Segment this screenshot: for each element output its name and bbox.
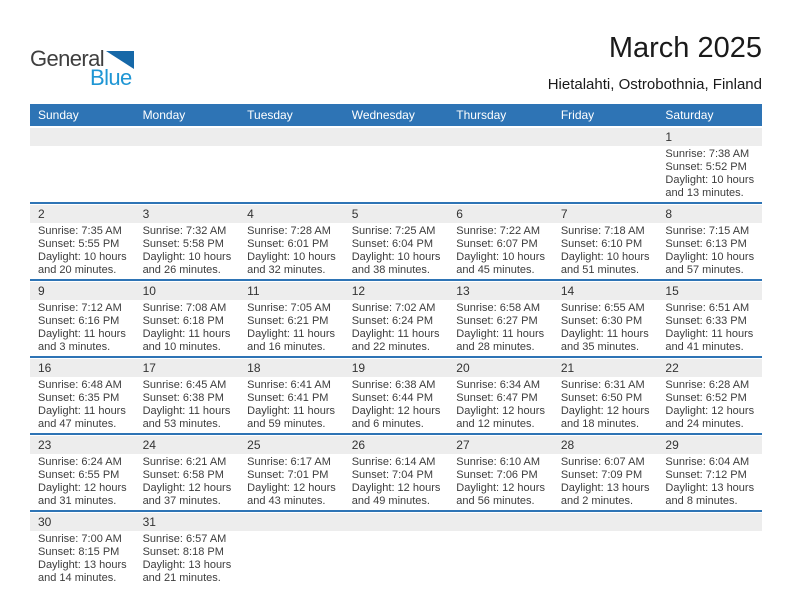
week-row [30, 282, 762, 358]
day-detail-line: Sunset: 6:38 PM [142, 392, 224, 404]
day-detail-line: Sunset: 6:21 PM [247, 315, 329, 327]
calendar-day-cell [448, 205, 553, 279]
day-detail-line: Sunset: 6:58 PM [142, 469, 224, 481]
page-subtitle: Hietalahti, Ostrobothnia, Finland [547, 76, 762, 93]
day-detail-line: and 26 minutes. [142, 264, 221, 276]
day-details [657, 146, 762, 202]
calendar-empty-cell [553, 513, 658, 587]
day-detail-line: Sunset: 6:33 PM [665, 315, 747, 327]
calendar-day-cell [448, 282, 553, 356]
calendar-day-cell [135, 205, 240, 279]
day-number: 20 [448, 359, 553, 377]
calendar-day-cell [344, 359, 449, 433]
day-detail-line: Sunset: 5:52 PM [665, 161, 747, 173]
day-number [239, 128, 344, 146]
month-calendar [30, 104, 762, 588]
day-detail-line: Sunrise: 6:57 AM [142, 533, 227, 545]
day-number: 28 [553, 436, 658, 454]
day-number [344, 128, 449, 146]
day-detail-line: and 49 minutes. [351, 495, 430, 507]
day-header-tuesday: Tuesday [247, 108, 293, 122]
day-details [30, 454, 135, 510]
day-detail-line: Sunset: 6:18 PM [142, 315, 224, 327]
day-detail-line: Sunset: 6:10 PM [560, 238, 643, 250]
day-detail-line: Daylight: 11 hours [38, 405, 126, 417]
calendar-day-cell [344, 205, 449, 279]
day-number: 10 [135, 282, 240, 300]
day-detail-line: Sunset: 7:04 PM [351, 469, 434, 481]
day-details [30, 146, 135, 201]
day-number: 6 [448, 205, 553, 223]
day-details [344, 300, 449, 356]
day-detail-line: and 43 minutes. [247, 495, 326, 507]
calendar-empty-cell [344, 128, 449, 202]
day-detail-line: Sunset: 6:24 PM [351, 315, 434, 327]
logo-text-general: General [30, 46, 105, 71]
day-detail-line: and 2 minutes. [560, 495, 633, 507]
week-row [30, 436, 762, 512]
day-detail-line: Sunset: 6:50 PM [560, 392, 643, 404]
day-number [344, 513, 449, 531]
day-number: 3 [135, 205, 240, 223]
day-details [553, 300, 658, 356]
day-number: 17 [135, 359, 240, 377]
day-detail-line: Sunset: 6:13 PM [665, 238, 747, 250]
day-detail-line: Sunrise: 6:04 AM [665, 456, 750, 468]
day-detail-line: Sunrise: 6:28 AM [665, 379, 750, 391]
day-number [239, 513, 344, 531]
day-detail-line: Daylight: 12 hours [351, 405, 441, 417]
calendar-day-cell [135, 513, 240, 587]
day-header-friday: Friday [560, 108, 595, 122]
week-row [30, 513, 762, 587]
calendar-day-cell [135, 282, 240, 356]
day-details [30, 223, 135, 279]
day-number: 7 [553, 205, 658, 223]
day-number [30, 128, 135, 146]
day-detail-line: Sunrise: 6:14 AM [351, 456, 436, 468]
day-details [657, 531, 762, 586]
calendar-day-cell [30, 513, 135, 587]
calendar-empty-cell [239, 128, 344, 202]
day-detail-line: Daylight: 12 hours [142, 482, 232, 494]
calendar-empty-cell [135, 128, 240, 202]
day-detail-line: Sunrise: 7:22 AM [456, 225, 541, 237]
day-details [239, 454, 344, 510]
day-detail-line: Daylight: 11 hours [38, 328, 126, 340]
day-details [344, 146, 449, 201]
day-detail-line: Sunrise: 7:25 AM [351, 225, 436, 237]
day-detail-line: Daylight: 11 hours [456, 328, 545, 340]
calendar-day-cell [553, 436, 658, 510]
calendar-day-cell [448, 359, 553, 433]
title-block [548, 32, 762, 93]
day-detail-line: Sunrise: 7:05 AM [247, 302, 331, 314]
day-number [135, 128, 240, 146]
day-detail-line: Sunrise: 6:17 AM [247, 456, 331, 468]
calendar-day-cell [657, 436, 762, 510]
day-number: 21 [553, 359, 658, 377]
calendar-day-cell [344, 282, 449, 356]
calendar-empty-cell [448, 128, 553, 202]
day-detail-line: and 41 minutes. [665, 341, 744, 353]
calendar-day-cell [657, 128, 762, 202]
calendar-day-cell [239, 359, 344, 433]
day-detail-line: Sunset: 5:58 PM [142, 238, 224, 250]
day-detail-line: Sunrise: 7:18 AM [560, 225, 645, 237]
day-detail-line: and 22 minutes. [351, 341, 430, 353]
weeks-container [30, 128, 762, 587]
day-number: 26 [344, 436, 449, 454]
day-detail-line: and 31 minutes. [38, 495, 117, 507]
calendar-day-cell [135, 436, 240, 510]
day-detail-line: Sunrise: 6:38 AM [351, 379, 436, 391]
day-detail-line: Sunset: 8:18 PM [142, 546, 224, 558]
week-row [30, 359, 762, 435]
calendar-empty-cell [553, 128, 658, 202]
day-details [135, 223, 240, 279]
day-header-row [30, 104, 762, 126]
day-number: 1 [657, 128, 762, 146]
day-details [239, 223, 344, 279]
day-detail-line: Sunrise: 7:38 AM [665, 148, 750, 160]
day-detail-line: and 20 minutes. [38, 264, 117, 276]
day-detail-line: Sunrise: 6:31 AM [560, 379, 645, 391]
day-number: 2 [30, 205, 135, 223]
day-detail-line: Sunset: 6:35 PM [38, 392, 120, 404]
day-detail-line: Sunrise: 7:08 AM [142, 302, 227, 314]
day-detail-line: and 24 minutes. [665, 418, 744, 430]
day-details [239, 531, 344, 586]
day-number: 13 [448, 282, 553, 300]
calendar-day-cell [30, 359, 135, 433]
day-detail-line: Daylight: 13 hours [560, 482, 650, 494]
day-detail-line: and 47 minutes. [38, 418, 117, 430]
day-detail-line: and 6 minutes. [351, 418, 424, 430]
day-detail-line: Sunrise: 6:10 AM [456, 456, 541, 468]
day-detail-line: Sunset: 7:01 PM [247, 469, 329, 481]
day-detail-line: Sunrise: 7:32 AM [142, 225, 227, 237]
day-detail-line: and 35 minutes. [560, 341, 640, 353]
day-detail-line: Daylight: 10 hours [665, 174, 755, 186]
day-detail-line: Daylight: 11 hours [247, 405, 335, 417]
day-detail-line: Daylight: 12 hours [456, 482, 545, 494]
day-header-sunday: Sunday [38, 108, 79, 122]
day-detail-line: Daylight: 12 hours [665, 405, 755, 417]
calendar-day-cell [239, 436, 344, 510]
day-detail-line: and 56 minutes. [456, 495, 535, 507]
day-detail-line: and 16 minutes. [247, 341, 326, 353]
calendar-day-cell [448, 436, 553, 510]
day-details [553, 223, 658, 279]
day-detail-line: and 32 minutes. [247, 264, 326, 276]
day-detail-line: and 13 minutes. [665, 187, 744, 199]
day-detail-line: and 12 minutes. [456, 418, 535, 430]
day-detail-line: Sunset: 7:06 PM [456, 469, 538, 481]
calendar-day-cell [553, 282, 658, 356]
day-number: 18 [239, 359, 344, 377]
day-details [239, 146, 344, 201]
day-detail-line: and 18 minutes. [560, 418, 640, 430]
day-number: 12 [344, 282, 449, 300]
day-detail-line: Sunset: 6:30 PM [560, 315, 643, 327]
day-number: 25 [239, 436, 344, 454]
day-number: 8 [657, 205, 762, 223]
day-detail-line: Daylight: 11 hours [665, 328, 754, 340]
day-detail-line: Daylight: 12 hours [38, 482, 127, 494]
day-detail-line: Sunset: 6:04 PM [351, 238, 434, 250]
day-detail-line: Daylight: 10 hours [38, 251, 127, 263]
calendar-day-cell [135, 359, 240, 433]
day-header-wednesday: Wednesday [351, 108, 415, 122]
day-details [553, 531, 658, 586]
day-detail-line: Sunrise: 6:41 AM [247, 379, 331, 391]
day-detail-line: Daylight: 12 hours [560, 405, 650, 417]
day-details [239, 300, 344, 356]
day-details [448, 377, 553, 433]
calendar-empty-cell [448, 513, 553, 587]
calendar-empty-cell [657, 513, 762, 587]
day-detail-line: and 8 minutes. [665, 495, 738, 507]
day-number: 22 [657, 359, 762, 377]
day-detail-line: Sunrise: 6:58 AM [456, 302, 541, 314]
day-detail-line: Daylight: 11 hours [142, 328, 231, 340]
day-details [135, 146, 240, 201]
day-header-saturday: Saturday [665, 108, 714, 122]
day-details [135, 454, 240, 510]
day-detail-line: Sunset: 6:55 PM [38, 469, 120, 481]
day-detail-line: Sunset: 6:27 PM [456, 315, 538, 327]
day-details [30, 377, 135, 433]
day-detail-line: Sunrise: 7:35 AM [38, 225, 122, 237]
day-details [657, 300, 762, 356]
calendar-day-cell [30, 205, 135, 279]
day-detail-line: Daylight: 10 hours [560, 251, 650, 263]
day-number: 27 [448, 436, 553, 454]
day-detail-line: and 38 minutes. [351, 264, 430, 276]
day-detail-line: and 21 minutes. [142, 572, 221, 584]
day-detail-line: Sunrise: 6:07 AM [560, 456, 645, 468]
day-detail-line: and 45 minutes. [456, 264, 535, 276]
day-details [239, 377, 344, 433]
day-detail-line: Sunrise: 7:02 AM [351, 302, 436, 314]
day-details [135, 531, 240, 587]
day-detail-line: and 57 minutes. [665, 264, 744, 276]
day-details [448, 300, 553, 356]
day-details [657, 454, 762, 510]
day-detail-line: Daylight: 12 hours [351, 482, 441, 494]
day-number: 14 [553, 282, 658, 300]
day-detail-line: Daylight: 12 hours [247, 482, 336, 494]
day-detail-line: Daylight: 10 hours [247, 251, 336, 263]
day-detail-line: Sunrise: 6:21 AM [142, 456, 227, 468]
calendar-empty-cell [239, 513, 344, 587]
day-details [553, 146, 658, 201]
day-detail-line: Sunset: 6:07 PM [456, 238, 538, 250]
day-detail-line: Daylight: 13 hours [38, 559, 127, 571]
day-detail-line: Sunset: 6:44 PM [351, 392, 434, 404]
day-detail-line: Sunrise: 7:00 AM [38, 533, 122, 545]
day-detail-line: Sunset: 7:12 PM [665, 469, 747, 481]
day-detail-line: and 53 minutes. [142, 418, 221, 430]
calendar-day-cell [30, 436, 135, 510]
day-details [344, 531, 449, 586]
day-number [448, 513, 553, 531]
calendar-day-cell [553, 359, 658, 433]
day-details [344, 377, 449, 433]
day-number: 30 [30, 513, 135, 531]
day-detail-line: and 3 minutes. [38, 341, 111, 353]
day-number [657, 513, 762, 531]
day-details [553, 377, 658, 433]
day-detail-line: and 14 minutes. [38, 572, 117, 584]
day-details [135, 300, 240, 356]
day-detail-line: Daylight: 10 hours [351, 251, 441, 263]
day-number: 9 [30, 282, 135, 300]
day-detail-line: Daylight: 10 hours [142, 251, 232, 263]
day-detail-line: Sunrise: 6:24 AM [38, 456, 122, 468]
calendar-day-cell [344, 436, 449, 510]
day-detail-line: Sunset: 6:41 PM [247, 392, 329, 404]
calendar-day-cell [657, 205, 762, 279]
day-detail-line: Daylight: 11 hours [247, 328, 335, 340]
day-number: 5 [344, 205, 449, 223]
day-number: 23 [30, 436, 135, 454]
day-detail-line: Sunset: 5:55 PM [38, 238, 120, 250]
calendar-day-cell [657, 282, 762, 356]
week-row [30, 128, 762, 204]
day-header-monday: Monday [142, 108, 186, 122]
day-detail-line: and 37 minutes. [142, 495, 221, 507]
day-detail-line: Sunset: 8:15 PM [38, 546, 120, 558]
day-number: 19 [344, 359, 449, 377]
day-detail-line: Daylight: 11 hours [351, 328, 440, 340]
day-detail-line: Sunrise: 6:51 AM [665, 302, 750, 314]
day-details [448, 223, 553, 279]
day-number: 4 [239, 205, 344, 223]
day-number: 16 [30, 359, 135, 377]
day-detail-line: Sunrise: 6:34 AM [456, 379, 541, 391]
day-detail-line: and 28 minutes. [456, 341, 535, 353]
logo-text-blue: Blue [90, 65, 132, 90]
day-detail-line: Sunrise: 7:28 AM [247, 225, 331, 237]
day-detail-line: Daylight: 11 hours [142, 405, 231, 417]
page-title: March 2025 [608, 32, 762, 64]
day-detail-line: Daylight: 12 hours [456, 405, 545, 417]
day-header-thursday: Thursday [456, 108, 507, 122]
day-detail-line: Sunset: 7:09 PM [560, 469, 643, 481]
day-detail-line: Sunset: 6:16 PM [38, 315, 120, 327]
day-details [30, 531, 135, 587]
day-number: 29 [657, 436, 762, 454]
day-detail-line: Daylight: 10 hours [456, 251, 545, 263]
day-details [448, 454, 553, 510]
day-detail-line: and 51 minutes. [560, 264, 640, 276]
day-detail-line: Daylight: 11 hours [560, 328, 649, 340]
day-number [448, 128, 553, 146]
day-detail-line: and 59 minutes. [247, 418, 326, 430]
day-number: 24 [135, 436, 240, 454]
day-detail-line: Sunset: 6:01 PM [247, 238, 329, 250]
day-detail-line: Daylight: 10 hours [665, 251, 755, 263]
day-details [657, 377, 762, 433]
day-detail-line: Sunset: 6:52 PM [665, 392, 747, 404]
day-detail-line: Daylight: 13 hours [665, 482, 755, 494]
calendar-day-cell [239, 282, 344, 356]
day-detail-line: Daylight: 13 hours [142, 559, 232, 571]
day-details [448, 531, 553, 586]
calendar-day-cell [553, 205, 658, 279]
day-detail-line: Sunrise: 7:12 AM [38, 302, 122, 314]
day-details [448, 146, 553, 201]
calendar-day-cell [30, 282, 135, 356]
day-number [553, 128, 658, 146]
calendar-day-cell [657, 359, 762, 433]
day-number [553, 513, 658, 531]
day-details [30, 300, 135, 356]
day-detail-line: and 10 minutes. [142, 341, 221, 353]
calendar-day-cell [239, 205, 344, 279]
day-details [344, 223, 449, 279]
day-details [657, 223, 762, 279]
day-details [344, 454, 449, 510]
day-detail-line: Sunrise: 6:55 AM [560, 302, 645, 314]
general-blue-logo [30, 46, 150, 94]
day-details [135, 377, 240, 433]
calendar-empty-cell [30, 128, 135, 202]
day-detail-line: Sunrise: 6:45 AM [142, 379, 227, 391]
week-row [30, 205, 762, 281]
day-detail-line: Sunset: 6:47 PM [456, 392, 538, 404]
day-details [553, 454, 658, 510]
day-number: 11 [239, 282, 344, 300]
day-number: 31 [135, 513, 240, 531]
day-detail-line: Sunrise: 7:15 AM [665, 225, 750, 237]
calendar-empty-cell [344, 513, 449, 587]
day-detail-line: Sunrise: 6:48 AM [38, 379, 122, 391]
day-number: 15 [657, 282, 762, 300]
